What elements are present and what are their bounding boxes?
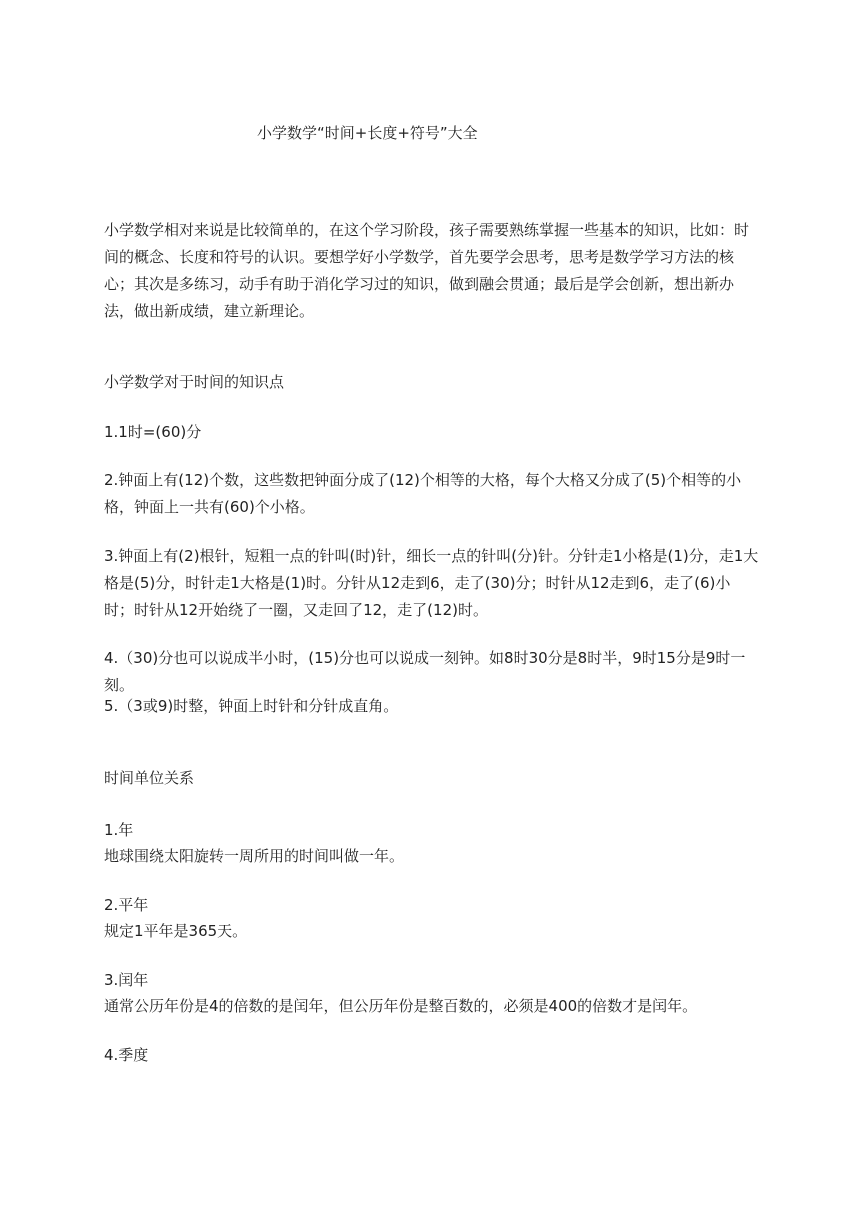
time-knowledge-item-2: 2.钟面上有(12)个数，这些数把钟面分成了(12)个相等的大格，每个大格又分成了(5)个相等的小格，钟面上一共有(60)个小格。 <box>104 471 742 516</box>
document-title: 小学数学“时间+长度+符号”大全 <box>257 124 478 142</box>
time-unit-definition: 地球围绕太阳旋转一周所用的时间叫做一年。 <box>104 847 405 865</box>
time-units-heading: 时间单位关系 <box>104 769 195 787</box>
time-knowledge-item-1: 1.1时=(60)分 <box>104 423 202 441</box>
time-unit-leap-year <box>104 967 760 1019</box>
time-unit-term: 3.闰年 <box>104 971 149 989</box>
time-unit-term: 4.季度 <box>104 1046 149 1064</box>
time-section-heading: 小学数学对于时间的知识点 <box>104 373 285 391</box>
time-unit-term: 2.平年 <box>104 896 149 914</box>
intro-paragraph: 小学数学相对来说是比较简单的，在这个学习阶段，孩子需要熟练掌握一些基本的知识，比如：时间的概念、长度和符号的认识。要想学好小学数学，首先要学会思考，思考是数学学习方法的核心；其次是多练习，动手有助于消化学习过的知识，做到融会贯通；最后是学会创新，想出新办法，做出新成绩，建立新理论。 <box>104 221 750 320</box>
time-unit-definition: 通常公历年份是4的倍数的是闰年，但公历年份是整百数的，必须是400的倍数才是闰年。 <box>104 997 698 1015</box>
time-unit-term: 1.年 <box>104 821 134 839</box>
time-knowledge-item-5: 5.（3或9)时整，钟面上时针和分针成直角。 <box>104 697 399 715</box>
time-unit-quarter <box>104 1042 760 1068</box>
time-knowledge-item-4: 4.（30)分也可以说成半小时，(15)分也可以说成一刻钟。如8时30分是8时半，9时15分是9时一刻。 <box>104 649 746 694</box>
time-unit-common-year <box>104 892 760 944</box>
time-knowledge-item-3: 3.钟面上有(2)根针，短粗一点的针叫(时)针，细长一点的针叫(分)针。分针走1小格是(1)分，走1大格是(5)分，时针走1大格是(1)时。分针从12走到6，走了(30)分；时针从12走到6，走了(6)小时；时针从12开始绕了一圈，又走回了12，走了(12)时。 <box>104 547 759 619</box>
time-unit-year <box>104 817 760 869</box>
time-unit-definition: 规定1平年是365天。 <box>104 922 248 940</box>
